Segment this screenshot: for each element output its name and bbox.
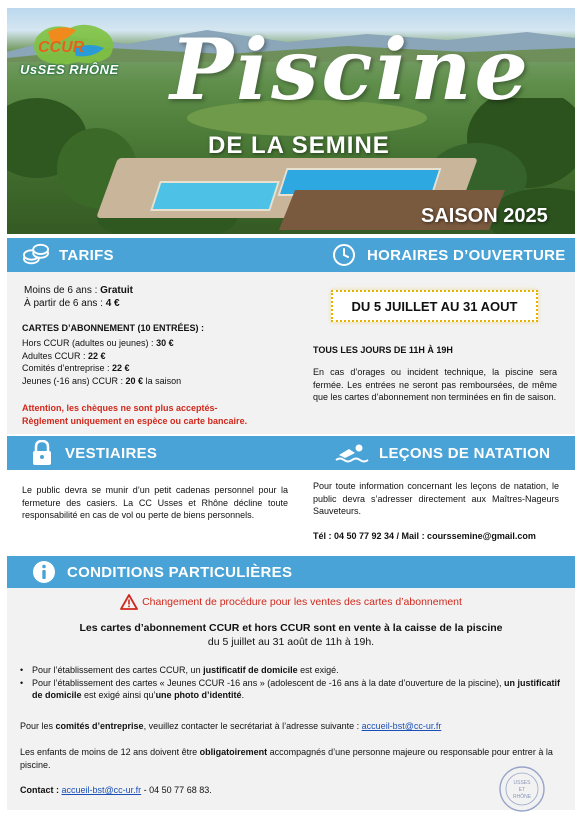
procedure-alert	[7, 594, 575, 610]
subscription-row: Comités d’entreprise : 22 €	[22, 363, 130, 373]
vestiaires-heading: VESTIAIRES	[65, 444, 158, 462]
tarif-line-2: À partir de 6 ans : 4 €	[24, 298, 120, 309]
sale-line-1: Les cartes d’abonnement CCUR et hors CCUR sont en vente à la caisse de la piscine	[79, 622, 503, 634]
lecons-contact: Tél : 04 50 77 92 34 / Mail : courssemine@gmail.com	[313, 531, 536, 541]
swimmer-icon	[335, 440, 369, 466]
svg-text:USSES: USSES	[513, 780, 531, 786]
tarif-line-1: Moins de 6 ans : Gratuit	[24, 285, 133, 296]
svg-text:RHÔNE: RHÔNE	[512, 794, 532, 800]
lecons-header	[335, 436, 550, 470]
procedure-alert-text: Changement de procédure pour les ventes des cartes d’abonnement	[142, 596, 462, 608]
requirements-list	[20, 664, 560, 702]
info-icon	[31, 559, 57, 585]
lecons-heading: LEÇONS DE NATATION	[379, 444, 551, 462]
closure-note: En cas d’orages ou incident technique, la piscine sera fermée. Les entrées ne seront pas remboursées, de même que les cartes d’abonnement non terminées en fin de saison.	[313, 367, 557, 402]
horaires-heading: HORAIRES D’OUVERTURE	[367, 246, 566, 264]
official-stamp-icon	[498, 765, 546, 813]
logo-tagline: UsSES RHÔNE	[20, 62, 119, 77]
contact-line: Contact : accueil-bst@cc-ur.fr - 04 50 77 68 83.	[20, 785, 212, 795]
coins-icon	[23, 242, 49, 268]
logo-name: CCUR	[38, 39, 85, 56]
horaires-header	[331, 238, 566, 272]
subscription-row: Jeunes (-16 ans) CCUR : 20 € la saison	[22, 375, 182, 386]
sale-line-2: du 5 juillet au 31 août de 11h à 19h.	[207, 636, 375, 648]
vestiaires-text: Le public devra se munir d’un petit cadenas personnel pour la fermeture des casiers. La CC Usses et Rhône décline toute responsabilité en cas de vol ou perte de biens personnels.	[22, 485, 288, 520]
lecons-text: Pour toute information concernant les leçons de natation, le public devra s’adresser directement aux Maîtres-Nageurs Sauveteurs.	[313, 481, 559, 516]
ccur-logo-icon	[18, 18, 128, 88]
vestiaires-header	[29, 436, 157, 470]
contact-email-link[interactable]: accueil-bst@cc-ur.fr	[61, 785, 142, 795]
lock-icon	[29, 440, 55, 466]
pool-small	[150, 181, 280, 211]
opening-dates-box: DU 5 JUILLET AU 31 AOUT	[331, 290, 538, 322]
clock-icon	[331, 242, 357, 268]
ce-contact-line: Pour les comités d’entreprise, veuillez contacter le secrétariat à l’adresse suivante : accueil-bst@cc-ur.fr	[20, 721, 442, 731]
list-item: • Pour l’établissement des cartes « Jeunes CCUR -16 ans » (adolescent de -16 ans à la date d’ouverture de la piscine), un justificatif de domicile est exigé ainsi qu’une photo d’identité.	[20, 677, 560, 702]
subscriptions-list	[22, 337, 262, 387]
warning-icon	[120, 594, 138, 610]
ce-email-link[interactable]: accueil-bst@cc-ur.fr	[361, 721, 442, 731]
subscription-row: Adultes CCUR : 22 €	[22, 350, 106, 361]
kids-rule: Les enfants de moins de 12 ans doivent être obligatoirement accompagnés d’une personne majeure ou responsable pour entrer à la piscine.	[20, 747, 553, 770]
svg-text:ET: ET	[518, 787, 526, 793]
season-label: SAISON 2025	[421, 205, 548, 227]
section-band-vestiaires-lecons	[7, 436, 575, 470]
daily-hours: TOUS LES JOURS DE 11H À 19H	[313, 345, 453, 355]
page-title: Piscine	[170, 20, 531, 119]
subscriptions-heading: CARTES D’ABONNEMENT (10 ENTRÉES) :	[22, 323, 205, 333]
list-item: • Pour l’établissement des cartes CCUR, un justificatif de domicile est exigé.	[20, 664, 560, 677]
payment-warning: Attention, les chèques ne sont plus acceptés- Règlement uniquement en espèce ou carte bancaire.	[22, 403, 248, 426]
conditions-heading: CONDITIONS PARTICULIÈRES	[67, 563, 293, 581]
tarifs-heading: TARIFS	[59, 246, 114, 264]
conditions-header	[31, 556, 292, 588]
tarifs-header	[23, 238, 114, 272]
subscription-row: Hors CCUR (adultes ou jeunes) : 30 €	[22, 338, 174, 348]
section-band-conditions	[7, 556, 575, 588]
page-subtitle: DE LA SEMINE	[208, 132, 390, 159]
section-band-tarifs-horaires	[7, 238, 575, 272]
